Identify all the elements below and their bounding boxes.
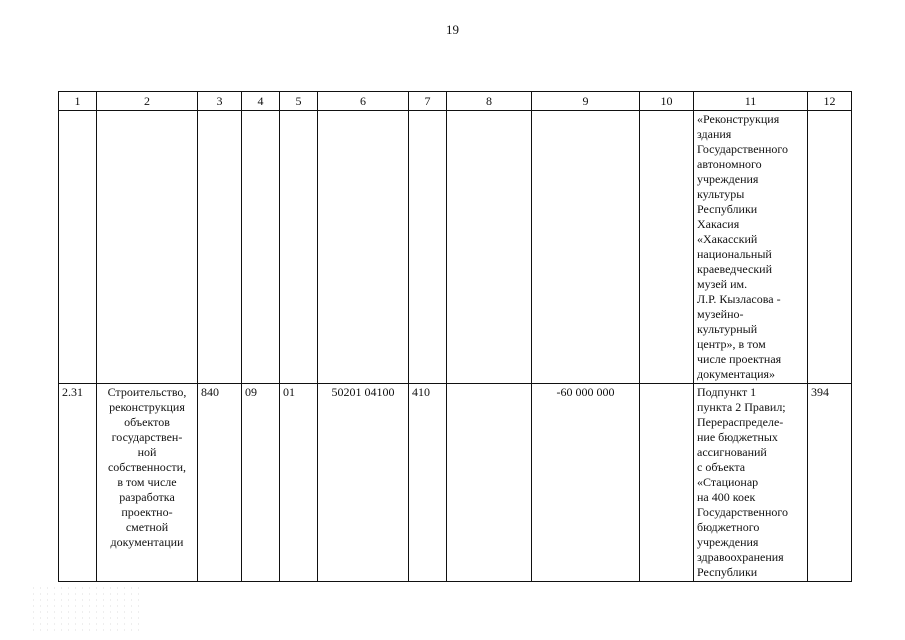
cell-name xyxy=(97,111,198,384)
col-header: 3 xyxy=(198,92,242,111)
cell-col7 xyxy=(409,111,447,384)
page-number: 19 xyxy=(446,22,459,37)
cell-col6: 50201 04100 xyxy=(318,384,409,582)
cell-col4: 09 xyxy=(242,384,280,582)
col-header: 5 xyxy=(280,92,318,111)
col-header: 12 xyxy=(808,92,852,111)
cell-col8 xyxy=(447,111,532,384)
cell-col8 xyxy=(447,384,532,582)
cell-col3: 840 xyxy=(198,384,242,582)
col-header: 11 xyxy=(694,92,808,111)
cell-col3 xyxy=(198,111,242,384)
cell-col5 xyxy=(280,111,318,384)
col-header: 6 xyxy=(318,92,409,111)
cell-col12 xyxy=(808,111,852,384)
col-header: 7 xyxy=(409,92,447,111)
cell-col12: 394 xyxy=(808,384,852,582)
cell-col10 xyxy=(640,384,694,582)
col-header: 1 xyxy=(59,92,97,111)
cell-col6 xyxy=(318,111,409,384)
cell-number: 2.31 xyxy=(59,384,97,582)
cell-col5: 01 xyxy=(280,384,318,582)
col-header: 4 xyxy=(242,92,280,111)
col-header: 2 xyxy=(97,92,198,111)
cell-number xyxy=(59,111,97,384)
cell-amount xyxy=(532,111,640,384)
table-header-row xyxy=(59,92,852,111)
cell-basis: «Реконструкция здания Государственного автономного учреждения культуры Республики Хакасия «Хакасский национальный краеведческий музей им. Л.Р. Кызласова - музейно- культурный центр», в том числе проектная документация» xyxy=(694,111,808,384)
col-header: 8 xyxy=(447,92,532,111)
budget-table xyxy=(58,91,852,582)
cell-col7: 410 xyxy=(409,384,447,582)
table-row xyxy=(59,384,852,582)
col-header: 10 xyxy=(640,92,694,111)
cell-col4 xyxy=(242,111,280,384)
cell-basis: Подпункт 1 пункта 2 Правил; Перераспределе- ние бюджетных ассигнований с объекта «Стационар на 400 коек Государственного бюджетного учреждения здравоохранения Республики xyxy=(694,384,808,582)
table-row xyxy=(59,111,852,384)
scan-noise xyxy=(30,585,140,635)
cell-amount: -60 000 000 xyxy=(532,384,640,582)
cell-name: Строительство, реконструкция объектов государствен- ной собственности, в том числе разработка проектно- сметной документации xyxy=(97,384,198,582)
cell-col10 xyxy=(640,111,694,384)
col-header: 9 xyxy=(532,92,640,111)
